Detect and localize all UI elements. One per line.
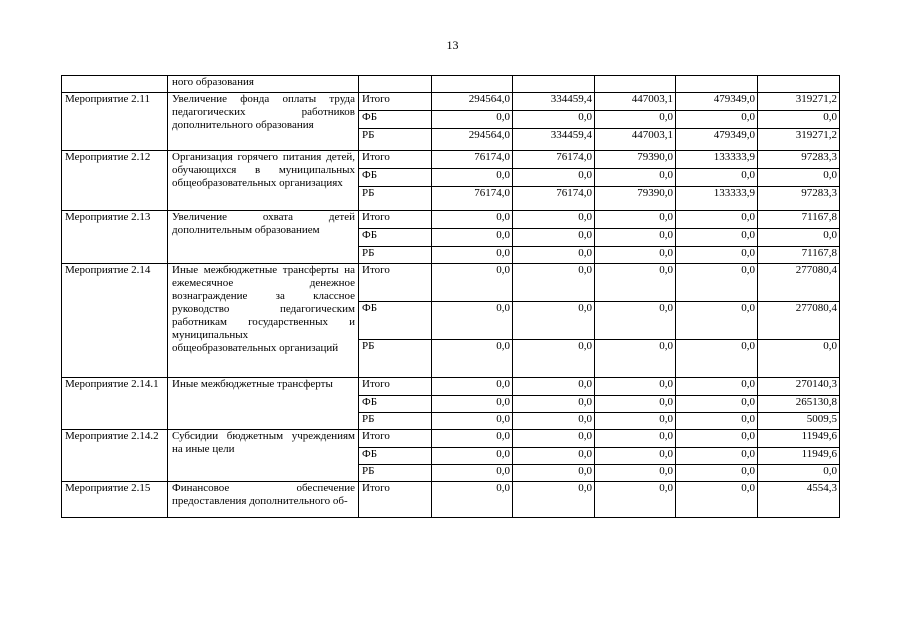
measure-name: Мероприятие 2.11: [62, 93, 168, 151]
amount-cell: 0,0: [432, 340, 513, 378]
funding-source: Итого: [359, 264, 432, 302]
funding-source: Итого: [359, 211, 432, 229]
funding-source: Итого: [359, 482, 432, 518]
amount-cell: 0,0: [513, 264, 595, 302]
amount-cell: 0,0: [676, 111, 758, 129]
table-row: [62, 264, 840, 302]
funding-source: ФБ: [359, 111, 432, 129]
table-row: [62, 430, 840, 448]
measure-name: Мероприятие 2.12: [62, 151, 168, 211]
measure-name: Мероприятие 2.13: [62, 211, 168, 264]
amount-cell: 447003,1: [595, 129, 676, 151]
amount-cell: 0,0: [432, 264, 513, 302]
amount-cell: 0,0: [758, 229, 840, 247]
table-row: [62, 211, 840, 229]
amount-cell: 479349,0: [676, 93, 758, 111]
funding-source: ФБ: [359, 448, 432, 465]
amount-cell: 0,0: [513, 247, 595, 264]
amount-cell: 0,0: [595, 430, 676, 448]
funding-source: ФБ: [359, 229, 432, 247]
amount-cell: 11949,6: [758, 430, 840, 448]
amount-cell: 0,0: [595, 111, 676, 129]
amount-cell: 0,0: [595, 448, 676, 465]
amount-cell: 76174,0: [513, 151, 595, 169]
amount-cell: 0,0: [432, 378, 513, 396]
measure-name-cell: [62, 76, 168, 93]
amount-cell: 0,0: [758, 111, 840, 129]
table-row: [62, 151, 840, 169]
amount-cell: 0,0: [595, 378, 676, 396]
amount-cell: 79390,0: [595, 187, 676, 211]
funding-source: РБ: [359, 187, 432, 211]
measure-name: Мероприятие 2.14.2: [62, 430, 168, 482]
amount-cell: 5009,5: [758, 413, 840, 430]
funding-source: РБ: [359, 413, 432, 430]
amount-cell: 0,0: [758, 340, 840, 378]
amount-cell: 0,0: [758, 465, 840, 482]
table-row: [62, 482, 840, 518]
amount-cell: 71167,8: [758, 247, 840, 264]
funding-source: ФБ: [359, 169, 432, 187]
amount-cell: 0,0: [595, 302, 676, 340]
amount-cell: 0,0: [513, 430, 595, 448]
measure-description: Финансовое обеспечение предоставления дополнительного об-: [168, 482, 359, 518]
amount-cell: 0,0: [676, 482, 758, 518]
amount-cell: 0,0: [676, 302, 758, 340]
amount-cell: 133333,9: [676, 151, 758, 169]
funding-source: РБ: [359, 465, 432, 482]
amount-cell: 0,0: [432, 396, 513, 413]
amount-cell: 97283,3: [758, 187, 840, 211]
funding-source: ФБ: [359, 302, 432, 340]
amount-cell: 0,0: [513, 111, 595, 129]
amount-cell: 0,0: [432, 229, 513, 247]
measure-description: Увеличение охвата детей дополнительным образованием: [168, 211, 359, 264]
amount-cell: 334459,4: [513, 93, 595, 111]
funding-source: Итого: [359, 93, 432, 111]
amount-cell: 0,0: [676, 465, 758, 482]
amount-cell: 0,0: [432, 448, 513, 465]
amount-cell: 0,0: [513, 378, 595, 396]
funding-source: РБ: [359, 340, 432, 378]
amount-cell: 270140,3: [758, 378, 840, 396]
funding-source: Итого: [359, 430, 432, 448]
amount-cell: 0,0: [432, 111, 513, 129]
amount-cell: 277080,4: [758, 264, 840, 302]
budget-table: [61, 75, 840, 518]
amount-cell: 294564,0: [432, 129, 513, 151]
amount-cell: 294564,0: [432, 93, 513, 111]
amount-cell: 0,0: [595, 465, 676, 482]
amount-cell: 0,0: [676, 378, 758, 396]
amount-cell: 0,0: [432, 247, 513, 264]
measure-description: Иные межбюджетные трансферты: [168, 378, 359, 430]
measure-description: Увеличение фонда оплаты труда педагогических работников дополнительного образования: [168, 93, 359, 151]
amount-cell: 277080,4: [758, 302, 840, 340]
amount-cell: 0,0: [676, 396, 758, 413]
amount-cell: 0,0: [432, 302, 513, 340]
amount-cell: 479349,0: [676, 129, 758, 151]
amount-cell: 0,0: [513, 482, 595, 518]
amount-cell: 447003,1: [595, 93, 676, 111]
amount-cell: 0,0: [595, 247, 676, 264]
amount-cell: 0,0: [595, 229, 676, 247]
amount-cell: 76174,0: [432, 187, 513, 211]
amount-cell: 0,0: [676, 229, 758, 247]
amount-cell: 0,0: [432, 413, 513, 430]
amount-cell: 0,0: [676, 448, 758, 465]
amount-cell: 0,0: [513, 465, 595, 482]
amount-cell: 76174,0: [432, 151, 513, 169]
page-number: 13: [446, 38, 459, 52]
amount-cell: 0,0: [513, 448, 595, 465]
amount-cell: 0,0: [513, 413, 595, 430]
amount-cell: 0,0: [513, 211, 595, 229]
funding-source: ФБ: [359, 396, 432, 413]
table-row: [62, 378, 840, 396]
amount-cell: 334459,4: [513, 129, 595, 151]
amount-cell: 0,0: [513, 302, 595, 340]
amount-cell: 0,0: [595, 211, 676, 229]
measure-name: Мероприятие 2.15: [62, 482, 168, 518]
funding-source: РБ: [359, 129, 432, 151]
table-row: [62, 93, 840, 111]
continuation-row: [62, 76, 840, 93]
amount-cell: 265130,8: [758, 396, 840, 413]
amount-cell: 0,0: [513, 340, 595, 378]
amount-cell: 0,0: [595, 413, 676, 430]
funding-source: Итого: [359, 378, 432, 396]
amount-cell: 0,0: [758, 169, 840, 187]
amount-cell: 79390,0: [595, 151, 676, 169]
amount-cell: 0,0: [432, 211, 513, 229]
measure-description: Иные межбюджетные трансферты на ежемесячное денежное вознаграждение за классное руководство педагогическим работникам государственных и муниципальных общеобразовательных организаций: [168, 264, 359, 378]
measure-description: Субсидии бюджетным учреждениям на иные цели: [168, 430, 359, 482]
amount-cell: 0,0: [676, 340, 758, 378]
measure-description: Организация горячего питания детей, обучающихся в муниципальных общеобразовательных организациях: [168, 151, 359, 211]
amount-cell: 0,0: [432, 430, 513, 448]
amount-cell: 0,0: [595, 340, 676, 378]
amount-cell: 97283,3: [758, 151, 840, 169]
amount-cell: 133333,9: [676, 187, 758, 211]
amount-cell: 0,0: [513, 396, 595, 413]
amount-cell: 0,0: [595, 169, 676, 187]
amount-cell: 4554,3: [758, 482, 840, 518]
amount-cell: 0,0: [595, 264, 676, 302]
amount-cell: 0,0: [595, 396, 676, 413]
amount-cell: 319271,2: [758, 129, 840, 151]
amount-cell: 0,0: [676, 211, 758, 229]
measure-name: Мероприятие 2.14.1: [62, 378, 168, 430]
amount-cell: 0,0: [513, 229, 595, 247]
amount-cell: 11949,6: [758, 448, 840, 465]
amount-cell: 0,0: [676, 413, 758, 430]
amount-cell: 0,0: [676, 430, 758, 448]
funding-source: РБ: [359, 247, 432, 264]
amount-cell: 0,0: [513, 169, 595, 187]
amount-cell: 76174,0: [513, 187, 595, 211]
amount-cell: 0,0: [595, 482, 676, 518]
amount-cell: 0,0: [676, 169, 758, 187]
amount-cell: 0,0: [432, 482, 513, 518]
amount-cell: 0,0: [676, 264, 758, 302]
amount-cell: 0,0: [676, 247, 758, 264]
measure-name: Мероприятие 2.14: [62, 264, 168, 378]
measure-description: ного образования: [168, 76, 359, 93]
amount-cell: 319271,2: [758, 93, 840, 111]
amount-cell: 71167,8: [758, 211, 840, 229]
amount-cell: 0,0: [432, 465, 513, 482]
funding-source: Итого: [359, 151, 432, 169]
amount-cell: 0,0: [432, 169, 513, 187]
